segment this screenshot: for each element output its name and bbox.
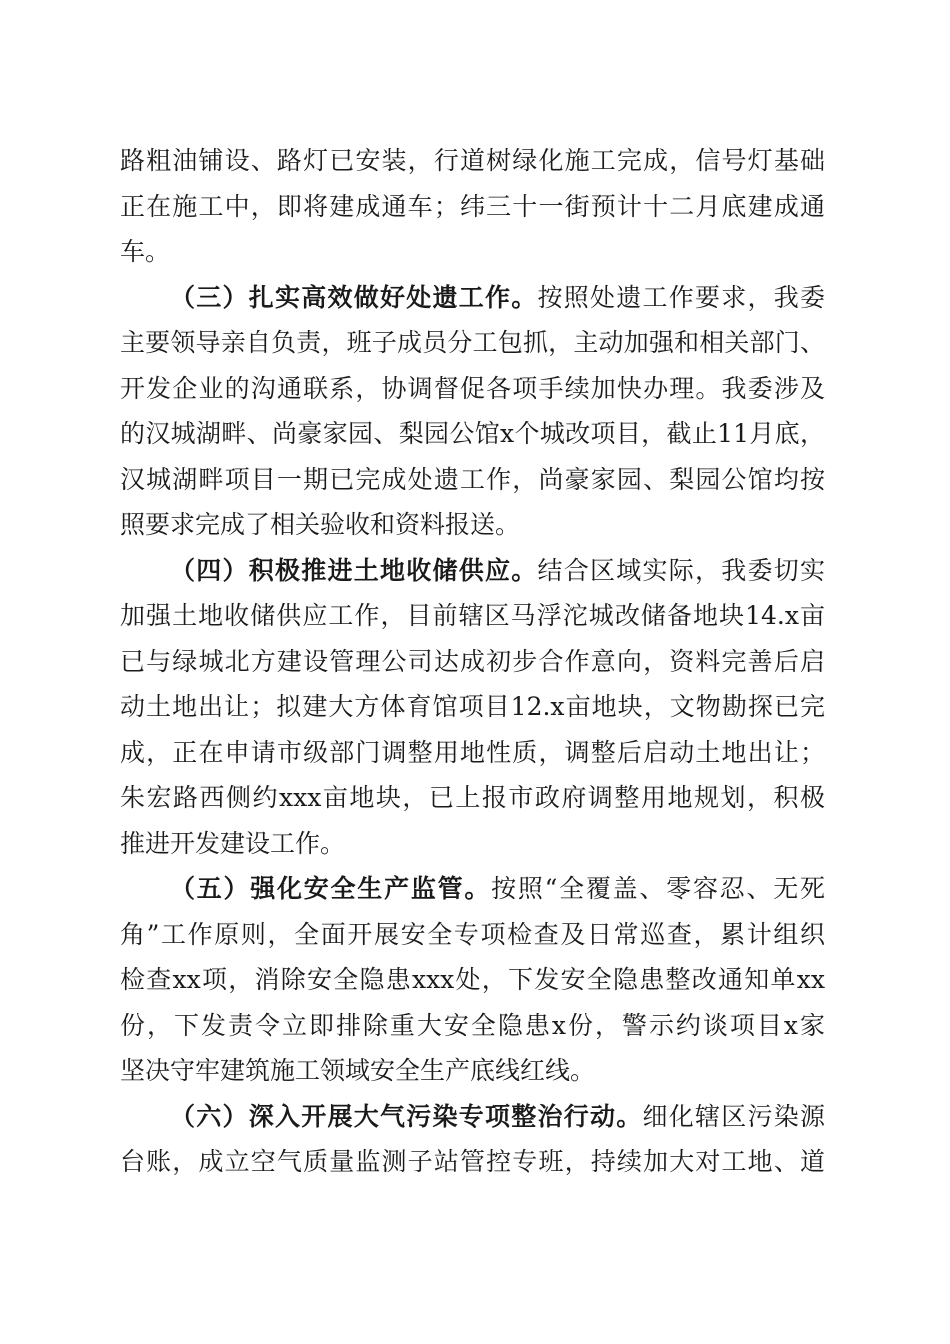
section-heading: （五）强化安全生产监管。 xyxy=(170,874,492,903)
text-line: 汉城湖畔项目一期已完成处遗工作，尚豪家园、梨园公馆均按 xyxy=(120,464,825,494)
text-line: 已与绿城北方建设管理公司达成初步合作意向，资料完善后启 xyxy=(120,646,825,676)
text-line xyxy=(120,548,825,594)
paragraph-section-5 xyxy=(120,866,825,1094)
text-line: 主要领导亲自负责，班子成员分工包抓，主动加强和相关部门、 xyxy=(120,328,825,357)
text-line xyxy=(120,275,825,321)
text-run: 结合区域实际，我委切实 xyxy=(537,555,825,585)
text-line: 成，正在申请市级部门调整用地性质，调整后启动土地出让； xyxy=(120,737,825,767)
text-line xyxy=(120,1094,825,1140)
section-heading: （三）扎实高效做好处遗工作。 xyxy=(170,282,538,312)
text-line: 正在施工中，即将建成通车；纬三十一街预计十二月底建成通 xyxy=(120,191,825,221)
text-line: 份，下发责令立即排除重大安全隐患x份，警示约谈项目x家 xyxy=(120,1010,825,1040)
text-line: 照要求完成了相关验收和资料报送。 xyxy=(120,510,521,539)
paragraph-section-3 xyxy=(120,275,825,548)
section-heading: （四）积极推进土地收储供应。 xyxy=(170,555,538,585)
text-line: 车。 xyxy=(120,237,171,266)
text-run: 细化辖区污染源 xyxy=(642,1101,825,1131)
paragraph-continued xyxy=(120,138,825,275)
text-line: 开发企业的沟通联系，协调督促各项手续加快办理。我委涉及 xyxy=(120,373,825,403)
text-line: 动土地出让；拟建大方体育馆项目12.x亩地块，文物勘探已完 xyxy=(120,692,825,721)
paragraph-section-4 xyxy=(120,548,825,867)
paragraph-section-6 xyxy=(120,1094,825,1185)
text-line: 朱宏路西侧约xxx亩地块，已上报市政府调整用地规划，积极 xyxy=(120,783,825,812)
text-line: 的汉城湖畔、尚豪家园、梨园公馆x个城改项目，截止11月底， xyxy=(120,419,825,448)
text-line: 坚决守牢建筑施工领域安全生产底线红线。 xyxy=(120,1056,596,1085)
text-line: 检查xx项，消除安全隐患xxx处，下发安全隐患整改通知单xx xyxy=(120,965,825,994)
document-body xyxy=(120,138,825,1185)
text-line: 加强土地收储供应工作，目前辖区马浮沱城改储备地块14.x亩 xyxy=(120,601,825,630)
section-heading: （六）深入开展大气污染专项整治行动。 xyxy=(170,1101,643,1131)
text-run: 按照处遗工作要求，我委 xyxy=(537,282,825,312)
text-line: 路粗油铺设、路灯已安装，行道树绿化施工完成，信号灯基础 xyxy=(120,146,825,175)
text-line: 台账，成立空气质量监测子站管控专班，持续加大对工地、道 xyxy=(120,1147,825,1176)
text-line xyxy=(120,866,825,912)
text-line: 推进开发建设工作。 xyxy=(120,828,346,858)
text-run: 按照“全覆盖、零容忍、无死 xyxy=(491,874,825,903)
text-line: 角”工作原则，全面开展安全专项检查及日常巡查，累计组织 xyxy=(120,919,825,949)
